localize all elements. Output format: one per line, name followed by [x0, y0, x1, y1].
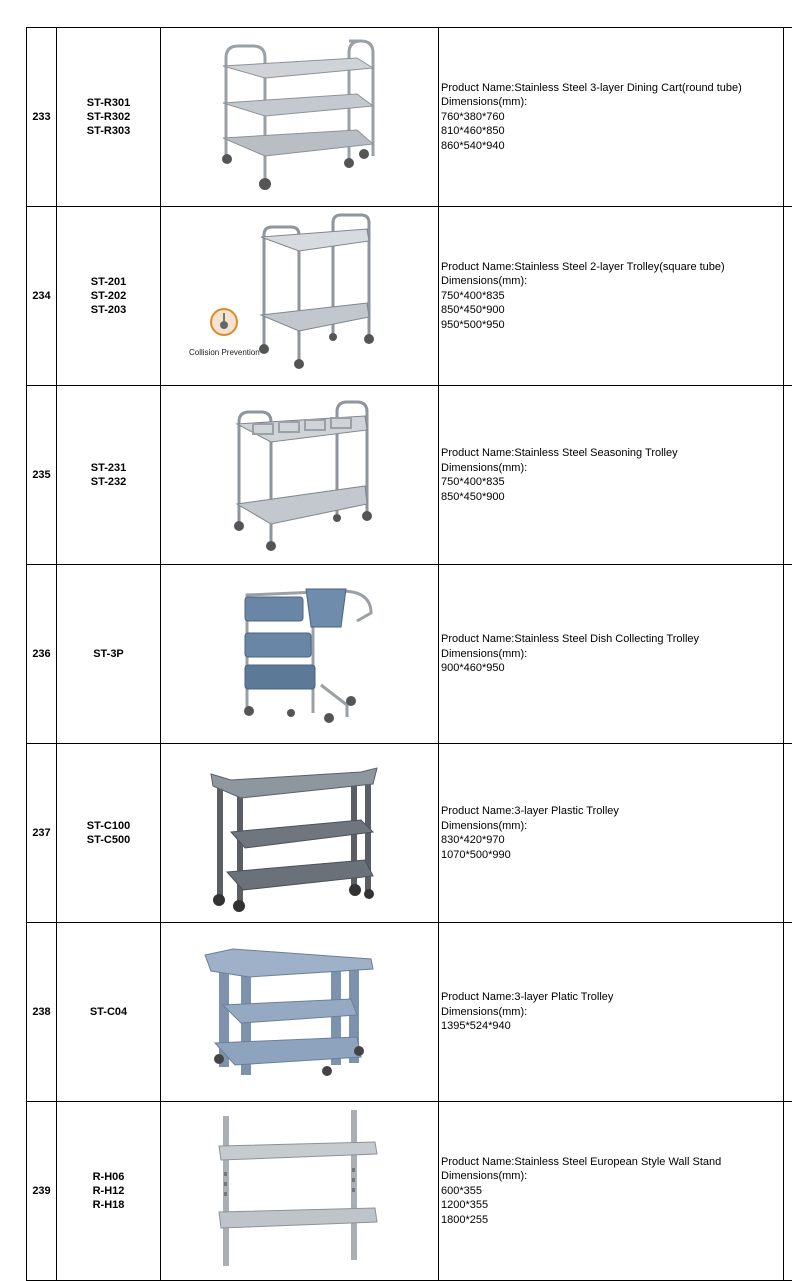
product-image [161, 1102, 439, 1281]
dimension-value: 830*420*970 [441, 834, 505, 846]
product-image [161, 28, 439, 207]
row-index: 238 [27, 923, 57, 1102]
product-image [161, 923, 439, 1102]
square-tube-trolley-image [161, 207, 438, 385]
product-image [161, 744, 439, 923]
blue-plastic-trolley-image [161, 923, 438, 1101]
dimension-value: 760*380*760 [441, 110, 505, 123]
model-codes [57, 28, 161, 207]
product-name: Product Name:Stainless Steel 2-layer Trolley(square tube) [441, 260, 725, 273]
table-row [27, 207, 793, 386]
model-codes [57, 744, 161, 923]
wall-stand-image [161, 1102, 438, 1280]
model-code: ST-C04 [89, 1006, 128, 1018]
dish-collecting-trolley-image [161, 565, 438, 743]
product-name: Product Name:Stainless Steel Seasoning Trolley [441, 447, 678, 459]
dimension-value: 750*400*835 [441, 476, 505, 488]
dimensions-label: Dimensions(mm): [441, 461, 528, 474]
product-image [161, 207, 439, 386]
model-code: ST-231 [90, 462, 127, 474]
dimension-value: 1070*500*990 [441, 848, 511, 861]
dimension-value: 950*500*950 [441, 318, 505, 331]
table-row [27, 744, 793, 923]
product-description [439, 386, 784, 565]
product-description [439, 28, 784, 207]
model-code: ST-201 [90, 276, 127, 288]
stainless-cart-image [161, 28, 438, 206]
product-description [439, 744, 784, 923]
table-row [27, 28, 793, 207]
grey-plastic-trolley-image [161, 744, 438, 922]
model-code: R-H12 [92, 1185, 125, 1197]
product-description [439, 207, 784, 386]
model-codes [57, 207, 161, 386]
model-code: ST-203 [90, 304, 127, 316]
model-code: ST-R301 [86, 97, 131, 109]
model-code: ST-R303 [86, 125, 131, 137]
product-name: Product Name:Stainless Steel Dish Collecting Trolley [441, 633, 700, 646]
dimension-value: 900*460*950 [441, 662, 505, 675]
table-row [27, 923, 793, 1102]
model-code: ST-C500 [86, 834, 131, 846]
edge-cell [784, 207, 793, 386]
dimension-value: 810*460*850 [441, 125, 505, 138]
dimension-value: 1395*524*940 [441, 1020, 511, 1033]
row-index: 235 [27, 386, 57, 565]
dimension-value: 1200*355 [441, 1199, 489, 1212]
product-name: Product Name:3-layer Plastic Trolley [441, 805, 619, 817]
product-image [161, 565, 439, 744]
model-codes [57, 565, 161, 744]
dimension-value: 860*540*940 [441, 139, 505, 152]
dimension-value: 850*450*900 [441, 490, 505, 503]
product-image [161, 386, 439, 565]
model-code: ST-232 [90, 476, 127, 488]
row-index: 237 [27, 744, 57, 923]
edge-cell [784, 744, 793, 923]
model-code: R-H18 [92, 1199, 125, 1211]
table-row [27, 565, 793, 744]
edge-cell [784, 565, 793, 744]
dimensions-label: Dimensions(mm): [441, 1005, 528, 1018]
edge-cell [784, 923, 793, 1102]
product-name: Product Name:Stainless Steel 3-layer Dining Cart(round tube) [441, 81, 742, 94]
collision-prevention-note: Collision Prevention [189, 348, 260, 357]
model-code: ST-C100 [86, 820, 131, 832]
product-name: Product Name:Stainless Steel European Style Wall Stand [441, 1155, 722, 1168]
model-codes [57, 923, 161, 1102]
row-index: 234 [27, 207, 57, 386]
seasoning-trolley-image [161, 386, 438, 564]
row-index: 236 [27, 565, 57, 744]
model-code: ST-202 [90, 290, 127, 302]
edge-cell [784, 28, 793, 207]
product-description [439, 1102, 784, 1281]
dimension-value: 600*355 [441, 1184, 482, 1197]
table-row [27, 386, 793, 565]
dimension-value: 1800*255 [441, 1213, 489, 1226]
product-catalog-table [26, 27, 792, 1281]
dimension-value: 750*400*835 [441, 289, 505, 302]
model-code: R-H06 [92, 1171, 125, 1183]
product-description [439, 923, 784, 1102]
dimensions-label: Dimensions(mm): [441, 647, 528, 660]
dimensions-label: Dimensions(mm): [441, 819, 528, 832]
row-index: 233 [27, 28, 57, 207]
model-code: ST-3P [93, 648, 124, 660]
model-codes [57, 1102, 161, 1281]
dimensions-label: Dimensions(mm): [441, 96, 528, 109]
dimensions-label: Dimensions(mm): [441, 275, 528, 288]
table-row [27, 1102, 793, 1281]
model-codes [57, 386, 161, 565]
dimensions-label: Dimensions(mm): [441, 1170, 528, 1183]
model-code: ST-R302 [86, 111, 131, 123]
edge-cell [784, 386, 793, 565]
dimension-value: 850*450*900 [441, 304, 505, 317]
product-name: Product Name:3-layer Platic Trolley [441, 991, 614, 1004]
edge-cell [784, 1102, 793, 1281]
product-description [439, 565, 784, 744]
row-index: 239 [27, 1102, 57, 1281]
